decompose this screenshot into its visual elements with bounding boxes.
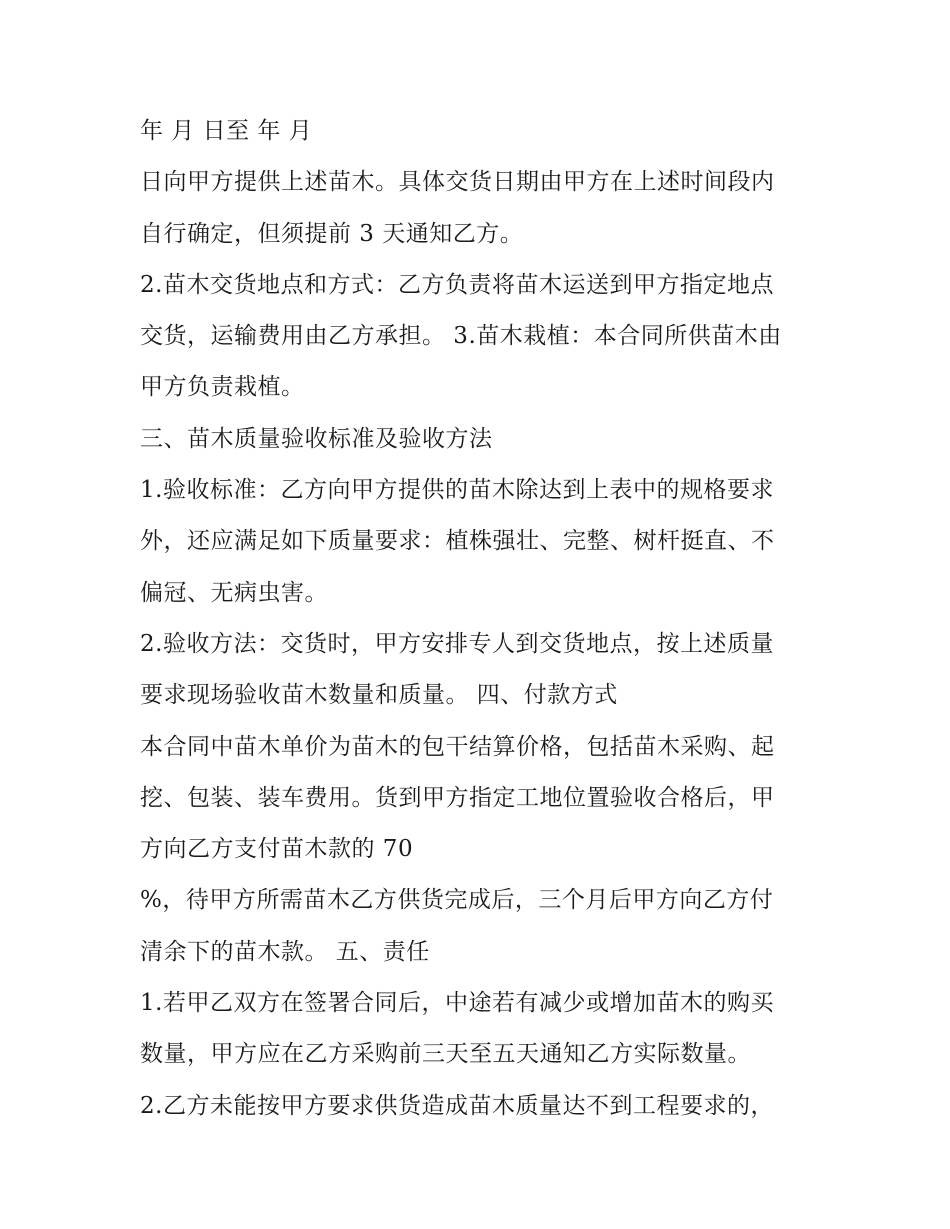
text-line: 挖、包装、装车费用。货到甲方指定工地位置验收合格后，甲 xyxy=(140,784,775,811)
text-line: 年 月 日至 年 月 xyxy=(140,118,313,144)
text-line: 交货，运输费用由乙方承担。 3.苗木栽植：本合同所供苗木由 xyxy=(140,323,782,350)
text-line: 数量，甲方应在乙方采购前三天至五天通知乙方实际数量。 xyxy=(140,1041,751,1068)
text-line: 甲方负责栽植。 xyxy=(140,374,305,401)
text-line: 1.验收标准：乙方向甲方提供的苗木除达到上表中的规格要求 xyxy=(140,477,774,504)
text-line: 2.苗木交货地点和方式：乙方负责将苗木运送到甲方指定地点 xyxy=(140,271,774,298)
section-heading: 三、苗木质量验收标准及验收方法 xyxy=(140,425,493,452)
text-line: %，待甲方所需苗木乙方供货完成后，三个月后甲方向乙方付 xyxy=(140,887,774,914)
text-line: 本合同中苗木单价为苗木的包干结算价格，包括苗木采购、起 xyxy=(140,733,775,760)
text-line: 自行确定，但须提前 3 天通知乙方。 xyxy=(140,220,524,247)
text-line: 方向乙方支付苗木款的 70 xyxy=(140,836,414,863)
text-line: 要求现场验收苗木数量和质量。 四、付款方式 xyxy=(140,682,618,709)
text-line: 2.验收方法：交货时，甲方安排专人到交货地点，按上述质量 xyxy=(140,630,774,657)
text-line: 2.乙方未能按甲方要求供货造成苗木质量达不到工程要求的， xyxy=(140,1092,774,1119)
contract-text xyxy=(140,106,820,1132)
text-line: 日向甲方提供上述苗木。具体交货日期由甲方在上述时间段内 xyxy=(140,169,775,196)
text-line: 1.若甲乙双方在签署合同后，中途若有减少或增加苗木的购买 xyxy=(140,990,774,1017)
text-line: 清余下的苗木款。 五、责任 xyxy=(140,938,430,965)
text-line: 偏冠、无病虫害。 xyxy=(140,579,328,606)
text-line: 外，还应满足如下质量要求：植株强壮、完整、树杆挺直、不 xyxy=(140,528,775,555)
